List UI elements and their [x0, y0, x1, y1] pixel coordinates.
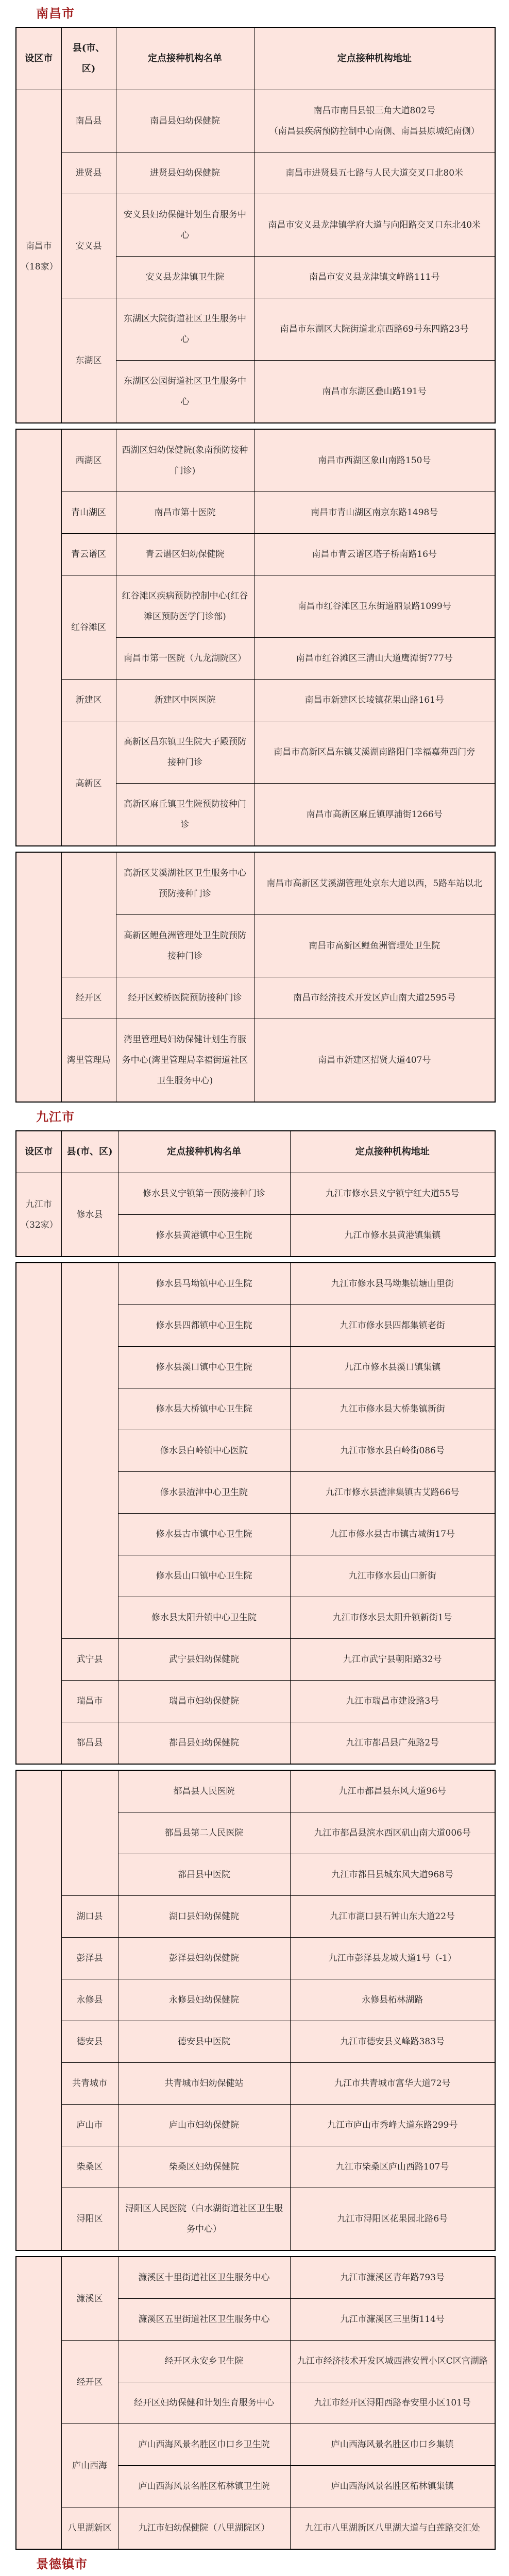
site-name-cell: 修水县太阳升镇中心卫生院	[118, 1597, 290, 1639]
table-row	[16, 1639, 495, 1681]
site-name-cell: 濂溪区十里街道社区卫生服务中心	[118, 2257, 290, 2299]
county-cell: 西湖区	[61, 429, 116, 492]
county-cell: 修水县	[61, 1173, 118, 1257]
table-row	[16, 1681, 495, 1722]
site-address-cell: 南昌市红谷滩区三清山大道鹰潭街777号	[254, 638, 495, 680]
site-address-cell: 永修县柘林湖路	[290, 1979, 495, 2021]
site-address-cell: 九江市经开区浔阳西路春安里小区101号	[290, 2382, 495, 2424]
header-city: 设区市	[16, 27, 61, 90]
city-cell	[16, 852, 61, 1102]
header-site-address: 定点接种机构地址	[254, 27, 495, 90]
site-address-cell: 九江市庐山市秀峰大道东路299号	[290, 2105, 495, 2146]
site-address-cell: 九江市都昌县滨水西区矶山南大道006号	[290, 1812, 495, 1854]
site-name-cell: 修水县渣津中心卫生院	[118, 1472, 290, 1514]
city-cell	[16, 2257, 61, 2549]
table-row	[16, 852, 495, 915]
table-row	[16, 90, 495, 152]
site-name-cell: 庐山西海风景名胜区柘林镇卫生院	[118, 2466, 290, 2507]
table-row	[16, 2257, 495, 2299]
site-address-cell: 南昌市安义县龙津镇文峰路111号	[254, 257, 495, 298]
site-address-cell: 九江市八里湖新区八里湖大道与白莲路交汇处	[290, 2507, 495, 2550]
county-cell: 青云谱区	[61, 534, 116, 575]
site-name-cell: 修水县大桥镇中心卫生院	[118, 1388, 290, 1430]
table-row	[16, 1722, 495, 1765]
site-address-cell: 南昌市高新区麻丘镇厚浦街1266号	[254, 784, 495, 846]
table-row	[16, 2105, 495, 2146]
site-address-cell: 九江市彭泽县龙城大道1号（-1）	[290, 1938, 495, 1979]
table-row	[16, 429, 495, 492]
site-address-cell: 九江市濂溪区青年路793号	[290, 2257, 495, 2299]
city-cell: 九江市 （32家）	[16, 1173, 61, 1257]
site-table-segment	[15, 1770, 496, 2251]
city-cell	[16, 429, 61, 846]
county-cell: 都昌县	[61, 1722, 118, 1765]
site-address-cell: 九江市都昌县东风大道96号	[290, 1770, 495, 1812]
table-row	[16, 194, 495, 257]
city-title: 景德镇市	[36, 2556, 88, 2571]
site-name-cell: 经开区妇幼保健和计划生育服务中心	[118, 2382, 290, 2424]
county-cell: 新建区	[61, 680, 116, 721]
county-cell: 经开区	[61, 2341, 118, 2424]
site-name-cell: 南昌市第十医院	[116, 492, 254, 534]
site-name-cell: 都昌县妇幼保健院	[118, 1722, 290, 1765]
county-cell: 武宁县	[61, 1639, 118, 1681]
site-address-cell: 南昌市西湖区象山南路150号	[254, 429, 495, 492]
site-address-cell: 南昌市进贤县五七路与人民大道交叉口北80米	[254, 152, 495, 194]
site-address-cell: 南昌市南昌县银三角大道802号 （南昌县疾病预防控制中心南侧、南昌县原城纪南侧）	[254, 90, 495, 152]
site-table-segment	[15, 27, 496, 423]
site-address-cell: 南昌市青山湖区南京东路1498号	[254, 492, 495, 534]
header-county: 县(市、区)	[61, 27, 116, 90]
table-row	[16, 2188, 495, 2251]
site-name-cell: 西湖区妇幼保健院(象南预防接种门诊)	[116, 429, 254, 492]
county-cell: 瑞昌市	[61, 1681, 118, 1722]
header-county: 县(市、区)	[61, 1131, 118, 1173]
county-cell: 庐山市	[61, 2105, 118, 2146]
site-name-cell: 彭泽县妇幼保健院	[118, 1938, 290, 1979]
site-address-cell: 九江市修水县渣津集镇古艾路66号	[290, 1472, 495, 1514]
site-table-segment	[15, 1262, 496, 1765]
site-address-cell: 庐山西海风景名胜区柘林镇集镇	[290, 2466, 495, 2507]
site-address-cell: 九江市柴桑区庐山西路107号	[290, 2146, 495, 2188]
site-address-cell: 九江市共青城市富华大道72号	[290, 2063, 495, 2105]
table-row	[16, 1173, 495, 1215]
table-row	[16, 680, 495, 721]
site-address-cell: 九江市修水县山口新街	[290, 1555, 495, 1597]
header-site-address: 定点接种机构地址	[290, 1131, 495, 1173]
county-cell: 永修县	[61, 1979, 118, 2021]
county-cell: 青山湖区	[61, 492, 116, 534]
site-name-cell: 修水县马坳镇中心卫生院	[118, 1263, 290, 1305]
header-site-name: 定点接种机构名单	[118, 1131, 290, 1173]
site-address-cell: 南昌市高新区艾溪湖管理处京东大道以西，5路车站以北	[254, 852, 495, 915]
site-name-cell: 高新区艾溪湖社区卫生服务中心预防接种门诊	[116, 852, 254, 915]
table-row	[16, 2424, 495, 2466]
site-address-cell: 九江市都昌县广苑路2号	[290, 1722, 495, 1765]
site-table-segment	[15, 852, 496, 1103]
city-section	[0, 1108, 509, 2550]
site-name-cell: 东湖区公园街道社区卫生服务中心	[116, 361, 254, 423]
county-cell: 庐山西海	[61, 2424, 118, 2507]
table-row	[16, 534, 495, 575]
county-cell	[61, 1770, 118, 1896]
county-cell: 德安县	[61, 2021, 118, 2063]
county-cell: 经开区	[61, 977, 116, 1019]
table-row	[16, 1896, 495, 1938]
site-name-cell: 湾里管理局妇幼保健计划生育服务中心(湾里管理局幸福街道社区卫生服务中心)	[116, 1019, 254, 1103]
table-row	[16, 977, 495, 1019]
table-row	[16, 1019, 495, 1103]
site-name-cell: 高新区昌东镇卫生院大子殿预防接种门诊	[116, 721, 254, 784]
site-address-cell: 九江市修水县溪口镇集镇	[290, 1347, 495, 1388]
site-address-cell: 九江市修水县义宁镇宁红大道55号	[290, 1173, 495, 1215]
county-cell: 共青城市	[61, 2063, 118, 2105]
site-address-cell: 南昌市红谷滩区卫东街道丽景路1099号	[254, 575, 495, 638]
county-cell: 湾里管理局	[61, 1019, 116, 1103]
site-name-cell: 进贤县妇幼保健院	[116, 152, 254, 194]
site-name-cell: 经开区蛟桥医院预防接种门诊	[116, 977, 254, 1019]
site-name-cell: 浔阳区人民医院（白水湖街道社区卫生服务中心）	[118, 2188, 290, 2251]
site-name-cell: 修水县四都镇中心卫生院	[118, 1305, 290, 1347]
site-name-cell: 永修县妇幼保健院	[118, 1979, 290, 2021]
site-name-cell: 东湖区大院街道社区卫生服务中心	[116, 298, 254, 361]
site-name-cell: 都昌县人民医院	[118, 1770, 290, 1812]
county-cell: 湖口县	[61, 1896, 118, 1938]
table-row	[16, 2146, 495, 2188]
site-address-cell: 九江市德安县义峰路383号	[290, 2021, 495, 2063]
site-name-cell: 德安县中医院	[118, 2021, 290, 2063]
site-address-cell: 九江市修水县黄港镇集镇	[290, 1215, 495, 1257]
table-row	[16, 2063, 495, 2105]
table-row	[16, 2341, 495, 2382]
site-name-cell: 安义县妇幼保健计划生育服务中心	[116, 194, 254, 257]
table-header-row	[16, 1131, 495, 1173]
county-cell: 濂溪区	[61, 2257, 118, 2341]
site-address-cell: 南昌市青云谱区塔子桥南路16号	[254, 534, 495, 575]
site-address-cell: 南昌市新建区招贤大道407号	[254, 1019, 495, 1103]
site-name-cell: 九江市妇幼保健院（八里湖院区）	[118, 2507, 290, 2550]
city-cell	[16, 1770, 61, 2250]
table-row	[16, 1979, 495, 2021]
table-row	[16, 152, 495, 194]
county-cell: 安义县	[61, 194, 116, 298]
site-address-cell: 南昌市东湖区大院街道北京西路69号东四路23号	[254, 298, 495, 361]
site-name-cell: 修水县山口镇中心卫生院	[118, 1555, 290, 1597]
city-section	[0, 4, 509, 1103]
site-name-cell: 共青城市妇幼保健站	[118, 2063, 290, 2105]
site-table-segment	[15, 2256, 496, 2550]
site-name-cell: 都昌县中医院	[118, 1854, 290, 1896]
table-row	[16, 2021, 495, 2063]
county-cell: 红谷滩区	[61, 575, 116, 680]
site-name-cell: 高新区麻丘镇卫生院预防接种门诊	[116, 784, 254, 846]
site-name-cell: 湖口县妇幼保健院	[118, 1896, 290, 1938]
site-address-cell: 九江市浔阳区花果园北路6号	[290, 2188, 495, 2251]
county-cell	[61, 852, 116, 977]
site-address-cell: 南昌市经济技术开发区庐山南大道2595号	[254, 977, 495, 1019]
site-name-cell: 红谷滩区疾病预防控制中心(红谷滩区预防医学门诊部)	[116, 575, 254, 638]
table-row	[16, 2507, 495, 2550]
site-address-cell: 南昌市东湖区叠山路191号	[254, 361, 495, 423]
site-address-cell: 九江市修水县大桥集镇新街	[290, 1388, 495, 1430]
county-cell	[61, 1263, 118, 1639]
city-title: 九江市	[36, 1109, 75, 1124]
site-address-cell: 庐山西海风景名胜区巾口乡集镇	[290, 2424, 495, 2466]
table-row	[16, 1938, 495, 1979]
site-name-cell: 高新区鲤鱼洲管理处卫生院预防接种门诊	[116, 915, 254, 977]
county-cell: 彭泽县	[61, 1938, 118, 1979]
site-address-cell: 九江市湖口县石钟山东大道22号	[290, 1896, 495, 1938]
table-row	[16, 1263, 495, 1305]
city-section	[0, 2555, 509, 2576]
site-name-cell: 经开区永安乡卫生院	[118, 2341, 290, 2382]
site-address-cell: 南昌市新建区长堎镇花果山路161号	[254, 680, 495, 721]
site-address-cell: 九江市修水县太阳升镇新街1号	[290, 1597, 495, 1639]
city-cell: 南昌市 （18家）	[16, 90, 61, 423]
site-name-cell: 瑞昌市妇幼保健院	[118, 1681, 290, 1722]
county-cell: 浔阳区	[61, 2188, 118, 2251]
site-name-cell: 修水县白岭镇中心医院	[118, 1430, 290, 1472]
county-cell: 进贤县	[61, 152, 116, 194]
header-site-name: 定点接种机构名单	[116, 27, 254, 90]
table-row	[16, 298, 495, 361]
site-address-cell: 南昌市安义县龙津镇学府大道与向阳路交叉口东北40米	[254, 194, 495, 257]
table-row	[16, 721, 495, 784]
site-name-cell: 修水县古市镇中心卫生院	[118, 1514, 290, 1555]
site-address-cell: 南昌市高新区昌东镇艾溪湖南路阳门幸福嘉苑西门旁	[254, 721, 495, 784]
site-name-cell: 武宁县妇幼保健院	[118, 1639, 290, 1681]
site-address-cell: 九江市瑞昌市建设路3号	[290, 1681, 495, 1722]
county-cell: 高新区	[61, 721, 116, 846]
site-table-segment	[15, 1130, 496, 1257]
site-address-cell: 九江市修水县四都集镇老街	[290, 1305, 495, 1347]
county-cell: 东湖区	[61, 298, 116, 423]
site-address-cell: 九江市修水县古市镇古城街17号	[290, 1514, 495, 1555]
site-name-cell: 柴桑区妇幼保健院	[118, 2146, 290, 2188]
site-address-cell: 九江市武宁县朝阳路32号	[290, 1639, 495, 1681]
site-name-cell: 都昌县第二人民医院	[118, 1812, 290, 1854]
city-cell	[16, 1263, 61, 1764]
county-cell: 柴桑区	[61, 2146, 118, 2188]
table-header-row	[16, 27, 495, 90]
site-table-segment	[15, 429, 496, 846]
table-row	[16, 1770, 495, 1812]
site-name-cell: 安义县龙津镇卫生院	[116, 257, 254, 298]
site-name-cell: 修水县溪口镇中心卫生院	[118, 1347, 290, 1388]
site-name-cell: 新建区中医医院	[116, 680, 254, 721]
site-name-cell: 濂溪区五里街道社区卫生服务中心	[118, 2299, 290, 2341]
header-city: 设区市	[16, 1131, 61, 1173]
site-name-cell: 青云谱区妇幼保健院	[116, 534, 254, 575]
table-row	[16, 575, 495, 638]
site-name-cell: 庐山市妇幼保健院	[118, 2105, 290, 2146]
site-address-cell: 九江市经济技术开发区城西港安置小区C区官湖路	[290, 2341, 495, 2382]
site-address-cell: 九江市都昌县城东风大道968号	[290, 1854, 495, 1896]
site-name-cell: 南昌县妇幼保健院	[116, 90, 254, 152]
site-address-cell: 九江市濂溪区三里街114号	[290, 2299, 495, 2341]
site-name-cell: 南昌市第一医院（九龙湖院区）	[116, 638, 254, 680]
site-name-cell: 修水县黄港镇中心卫生院	[118, 1215, 290, 1257]
site-name-cell: 庐山西海风景名胜区巾口乡卫生院	[118, 2424, 290, 2466]
site-name-cell: 修水县义宁镇第一预防接种门诊	[118, 1173, 290, 1215]
site-address-cell: 南昌市高新区鲤鱼洲管理处卫生院	[254, 915, 495, 977]
county-cell: 八里湖新区	[61, 2507, 118, 2550]
vaccination-sites-document	[0, 4, 509, 2576]
county-cell: 南昌县	[61, 90, 116, 152]
table-row	[16, 492, 495, 534]
site-address-cell: 九江市修水县白岭街086号	[290, 1430, 495, 1472]
site-address-cell: 九江市修水县马坳集镇塘山里街	[290, 1263, 495, 1305]
city-title: 南昌市	[36, 6, 75, 21]
